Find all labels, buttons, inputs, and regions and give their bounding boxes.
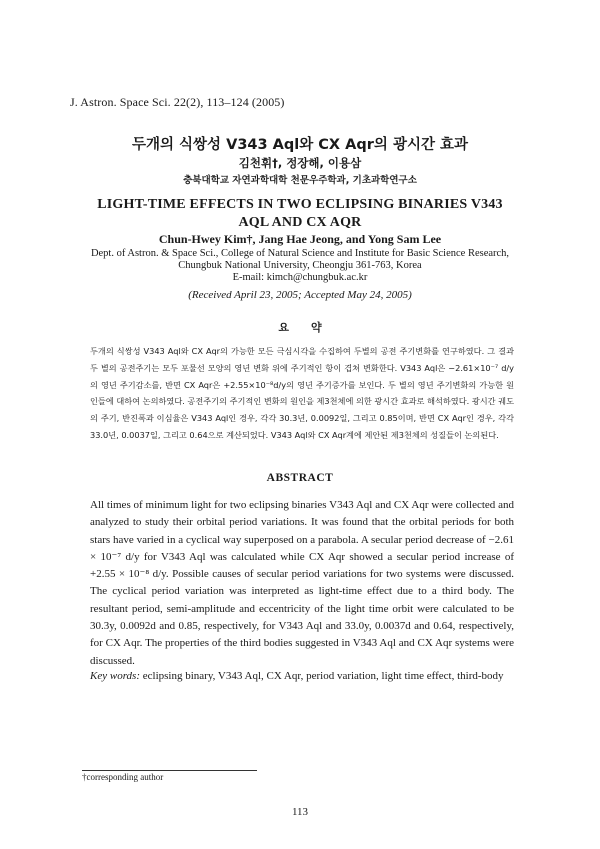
affiliation-block bbox=[0, 248, 600, 284]
korean-authors: 김천휘†, 정장해, 이용삼 bbox=[238, 156, 362, 170]
abstract-text: All times of minimum light for two eclipsing binaries V343 Aql and CX Aqr were collected and analyzed to study their orbital period variations. It was found that the orbital periods for both stars have varied in a cyclical way superposed on a parabola. A secular period decrease of −2.61 × 10⁻⁷ d/y for V343 Aql was calculated while CX Aqr showed a secular period increase of +2.55 × 10⁻⁸ d/y. Possible causes of secular period variations for two systems were discussed. The cyclical period variation was interpreted as light-time effect due to a third body. The resultant period, semi-amplitude and eccentricity of the light time orbit were calculated to be 30.3y, 0.0092d and 0.85, respectively, for V343 Aql and 33.0y, 0.0037d and 0.64, respectively, for CX Aqr. The properties of the third bodies suggested in V343 Aql and CX Aqr systems were discussed. bbox=[90, 499, 514, 667]
korean-title: 두개의 식쌍성 V343 Aql와 CX Aqr의 광시간 효과 bbox=[131, 137, 469, 153]
footnote-divider bbox=[82, 770, 257, 771]
page-number: 113 bbox=[291, 806, 309, 818]
korean-abstract-text: 두개의 식쌍성 V343 Aql와 CX Aqr의 가능한 모든 극심시각을 수집하여 두별의 공전 주기변화를 연구하였다. 그 결과 두 별의 공전주기는 모두 포물선 모양의 영년 변화 위에 주기적인 항이 겹쳐 변화한다. V343 Aql은 −2.61×10⁻⁷ d/y의 영년 주기감소를, 반면 CX Aqr은 +2.55×10⁻⁸d/y의 영년 주기증가를 보인다. 두 별의 영년 주기변화의 가능한 원인들에 대하여 논의하였다. 공전주기의 주기적인 변화의 원인을 제3천체에 의한 광시간 효과로 해석하였다. 광시간 궤도의 주기, 반진폭과 이심율은 V343 Aql인 경우, 각각 30.3년, 0.0092일, 그리고 0.85이며, 반면 CX Aqr인 경우, 각각 33.0년, 0.0037일, 그리고 0.64으로 계산되었다. V343 Aql와 CX Aqr계에 제안된 제3천체의 성질들이 논의된다. bbox=[90, 346, 514, 440]
english-title-line-1: LIGHT-TIME EFFECTS IN TWO ECLIPSING BINARIES V343 bbox=[97, 197, 503, 212]
korean-abstract-heading: 요약 bbox=[278, 321, 344, 334]
email: E-mail: kimch@chungbuk.ac.kr bbox=[232, 272, 368, 283]
received-dates: (Received April 23, 2005; Accepted May 24, 2005) bbox=[188, 289, 412, 301]
keywords bbox=[90, 670, 530, 682]
english-authors: Chun-Hwey Kim†, Jang Hae Jeong, and Yong Sam Lee bbox=[158, 232, 442, 246]
keywords-label: Key words: bbox=[90, 670, 141, 682]
footnote: †corresponding author bbox=[82, 772, 164, 782]
affiliation-line-1: Dept. of Astron. & Space Sci., College of Natural Science and Institute for Basic Science Research, bbox=[90, 248, 510, 259]
journal-reference: J. Astron. Space Sci. 22(2), 113–124 (2005) bbox=[70, 95, 285, 109]
keywords-list: eclipsing binary, V343 Aql, CX Aqr, period variation, light time effect, third-body bbox=[142, 670, 504, 682]
english-title bbox=[0, 196, 600, 232]
abstract-heading: ABSTRACT bbox=[266, 472, 334, 484]
english-title-line-2: AQL AND CX AQR bbox=[238, 215, 362, 230]
korean-affiliation: 충북대학교 자연과학대학 천문우주학과, 기초과학연구소 bbox=[183, 175, 417, 186]
affiliation-line-2: Chungbuk National University, Cheongju 361-763, Korea bbox=[178, 260, 422, 271]
